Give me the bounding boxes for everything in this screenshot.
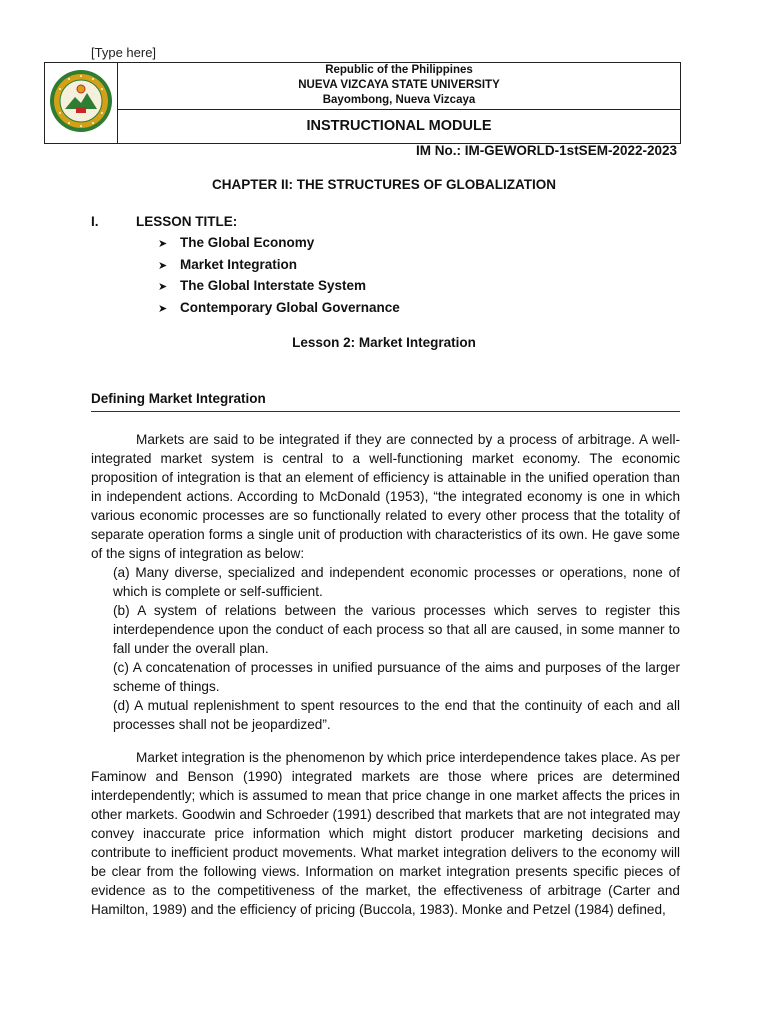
topic-list xyxy=(158,233,400,319)
list-item: ➤ Contemporary Global Governance xyxy=(158,298,400,320)
chapter-title: CHAPTER II: THE STRUCTURES OF GLOBALIZATION xyxy=(212,177,556,192)
arrow-bullet-icon: ➤ xyxy=(158,281,168,293)
lesson-title-heading xyxy=(91,214,237,229)
header-placeholder: [Type here] xyxy=(91,45,157,60)
arrow-bullet-icon: ➤ xyxy=(158,259,168,272)
university-seal-icon xyxy=(49,69,113,133)
arrow-bullet-icon: ➤ xyxy=(158,238,168,250)
sign-item: (c) A concatenation of processes in unified pursuance of the aims and purposes of the larger scheme of things. xyxy=(113,660,680,694)
arrow-bullet-icon: ➤ xyxy=(158,302,168,315)
paragraph-2: Market integration is the phenomenon by which price interdependence takes place. As per Faminow and Benson (1990) integrated markets are those where prices are determined interdependently; which is assumed to mean that price change in one market affects the prices in other markets. Goodwin and Schroeder (1991) described that markets that are not integrated may convey inaccurate price information which might distort producer marketing decisions and contribute to inefficient product movements. What market integration delivers to the economy will be clear from the following views. Information on market integration presents specific pieces of evidence as to the competitiveness of the market, the effectiveness of arbitrage (Carter and Hamilton, 1989) and the efficiency of pricing (Buccola, 1983). Monke and Petzel (1984) defined, xyxy=(91,750,680,917)
module-title: INSTRUCTIONAL MODULE xyxy=(118,109,681,143)
list-item: ➤ The Global Economy xyxy=(158,233,400,255)
section-number: I. xyxy=(91,214,99,229)
im-number: IM No.: IM-GEWORLD-1stSEM-2022-2023 xyxy=(415,143,677,158)
list-item: ➤ Market Integration xyxy=(158,255,400,277)
list-item: ➤ The Global Interstate System xyxy=(158,276,400,298)
lesson-heading: Lesson 2: Market Integration xyxy=(292,335,476,350)
university-info xyxy=(118,63,681,110)
paragraph-1-block xyxy=(91,430,680,734)
university-name: NUEVA VIZCAYA STATE UNIVERSITY xyxy=(298,79,500,92)
logo-cell xyxy=(45,63,118,144)
sign-item: (b) A system of relations between the various processes which serves to register this interdependence upon the conduct of each process so that all are caused, in some manner to fall under the overall plan. xyxy=(113,603,680,656)
paragraph-2-block xyxy=(91,748,680,919)
sign-item: (a) Many diverse, specialized and independent economic processes or operations, none of which is complete or self-sufficient. xyxy=(113,565,680,599)
university-location: Bayombong, Nueva Vizcaya xyxy=(322,94,476,107)
signs-list xyxy=(91,563,680,734)
sign-item: (d) A mutual replenishment to spent resources to the end that the continuity of each and all processes shall not be jeopardized”. xyxy=(113,698,680,732)
lesson-title-label: LESSON TITLE: xyxy=(136,214,238,229)
section-heading: Defining Market Integration xyxy=(91,391,266,406)
republic-label: Republic of the Philippines xyxy=(325,64,473,77)
section-divider xyxy=(91,411,680,412)
paragraph-1: Markets are said to be integrated if they are connected by a process of arbitrage. A well-integrated market system is central to a well-functioning market economy. The economic proposition of integration is that an element of efficiency is attainable in the unified operation than in independent actions. According to McDonald (1953), “the integrated economy is one in which various economic processes are so functionally related to every other process that the totality of separate operation forms a single unit of production with characteristics of its own. He gave some of the signs of integration as below: xyxy=(91,432,680,561)
letterhead-table xyxy=(44,62,681,144)
